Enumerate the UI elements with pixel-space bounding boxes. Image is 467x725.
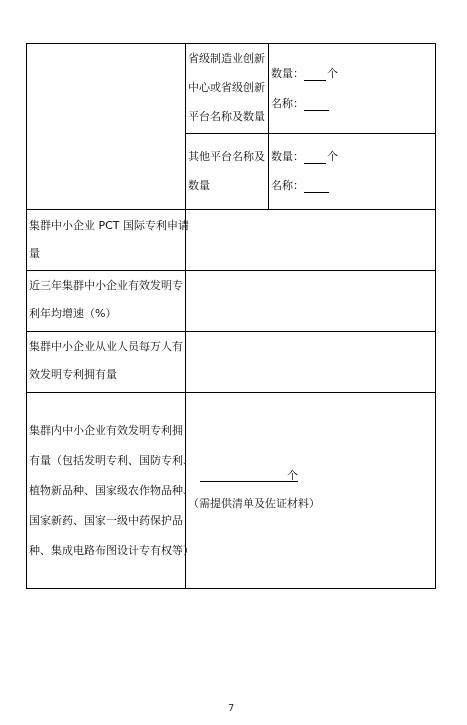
- count-unit: 个: [327, 150, 338, 163]
- label-line: 平台名称及数量: [188, 110, 265, 123]
- label-line: 集群中小企业 PCT 国际专利申请: [29, 219, 190, 232]
- label-line: 其他平台名称及: [188, 150, 265, 163]
- invention-growth-value-cell[interactable]: [186, 271, 435, 331]
- label-line: 利年均增速（%）: [29, 307, 117, 320]
- count-fill-line[interactable]: [304, 163, 326, 164]
- label-line: 中心或省级创新: [188, 81, 265, 94]
- table-border-right: [435, 43, 436, 589]
- count-fill-line[interactable]: [304, 80, 326, 81]
- name-label: 名称：: [271, 179, 304, 192]
- label-line: 量: [29, 247, 40, 260]
- label-line: 种、集成电路布图设计专有权等）: [29, 544, 194, 557]
- table-border-left: [26, 43, 27, 589]
- table-border-inner-platform: [185, 133, 436, 134]
- holdings-note: （需提供清单及佐证材料）: [188, 497, 320, 510]
- label-line: 数量: [188, 179, 210, 192]
- holdings-unit: 个: [287, 469, 298, 482]
- label-line: 有量（包括发明专利、国防专利、: [29, 454, 194, 467]
- count-label: 数量：: [271, 150, 304, 163]
- label-line: 集群内中小企业有效发明专利拥: [29, 424, 183, 437]
- label-line: 省级制造业创新: [188, 52, 265, 65]
- name-fill-line[interactable]: [304, 192, 329, 193]
- page-number: 7: [228, 703, 235, 714]
- label-line: 国家新药、国家一级中药保护品: [29, 514, 183, 527]
- label-line: 效发明专利拥有量: [29, 368, 117, 381]
- label-line: 集群中小企业从业人员每万人有: [29, 340, 183, 353]
- count-label: 数量：: [271, 67, 304, 80]
- table-border-top: [26, 43, 436, 44]
- label-line: 近三年集群中小企业有效发明专: [29, 279, 183, 292]
- table-border-platform: [268, 43, 269, 210]
- table-border-bottom: [26, 588, 436, 589]
- count-unit: 个: [327, 67, 338, 80]
- holdings-fill-line[interactable]: [200, 481, 298, 482]
- label-line: 植物新品种、国家级农作物品种、: [29, 484, 194, 497]
- table-border-row4: [26, 392, 436, 393]
- name-fill-line[interactable]: [304, 110, 329, 111]
- pct-applications-value-cell[interactable]: [186, 210, 435, 270]
- name-label: 名称：: [271, 97, 304, 110]
- per-10k-employees-value-cell[interactable]: [186, 332, 435, 392]
